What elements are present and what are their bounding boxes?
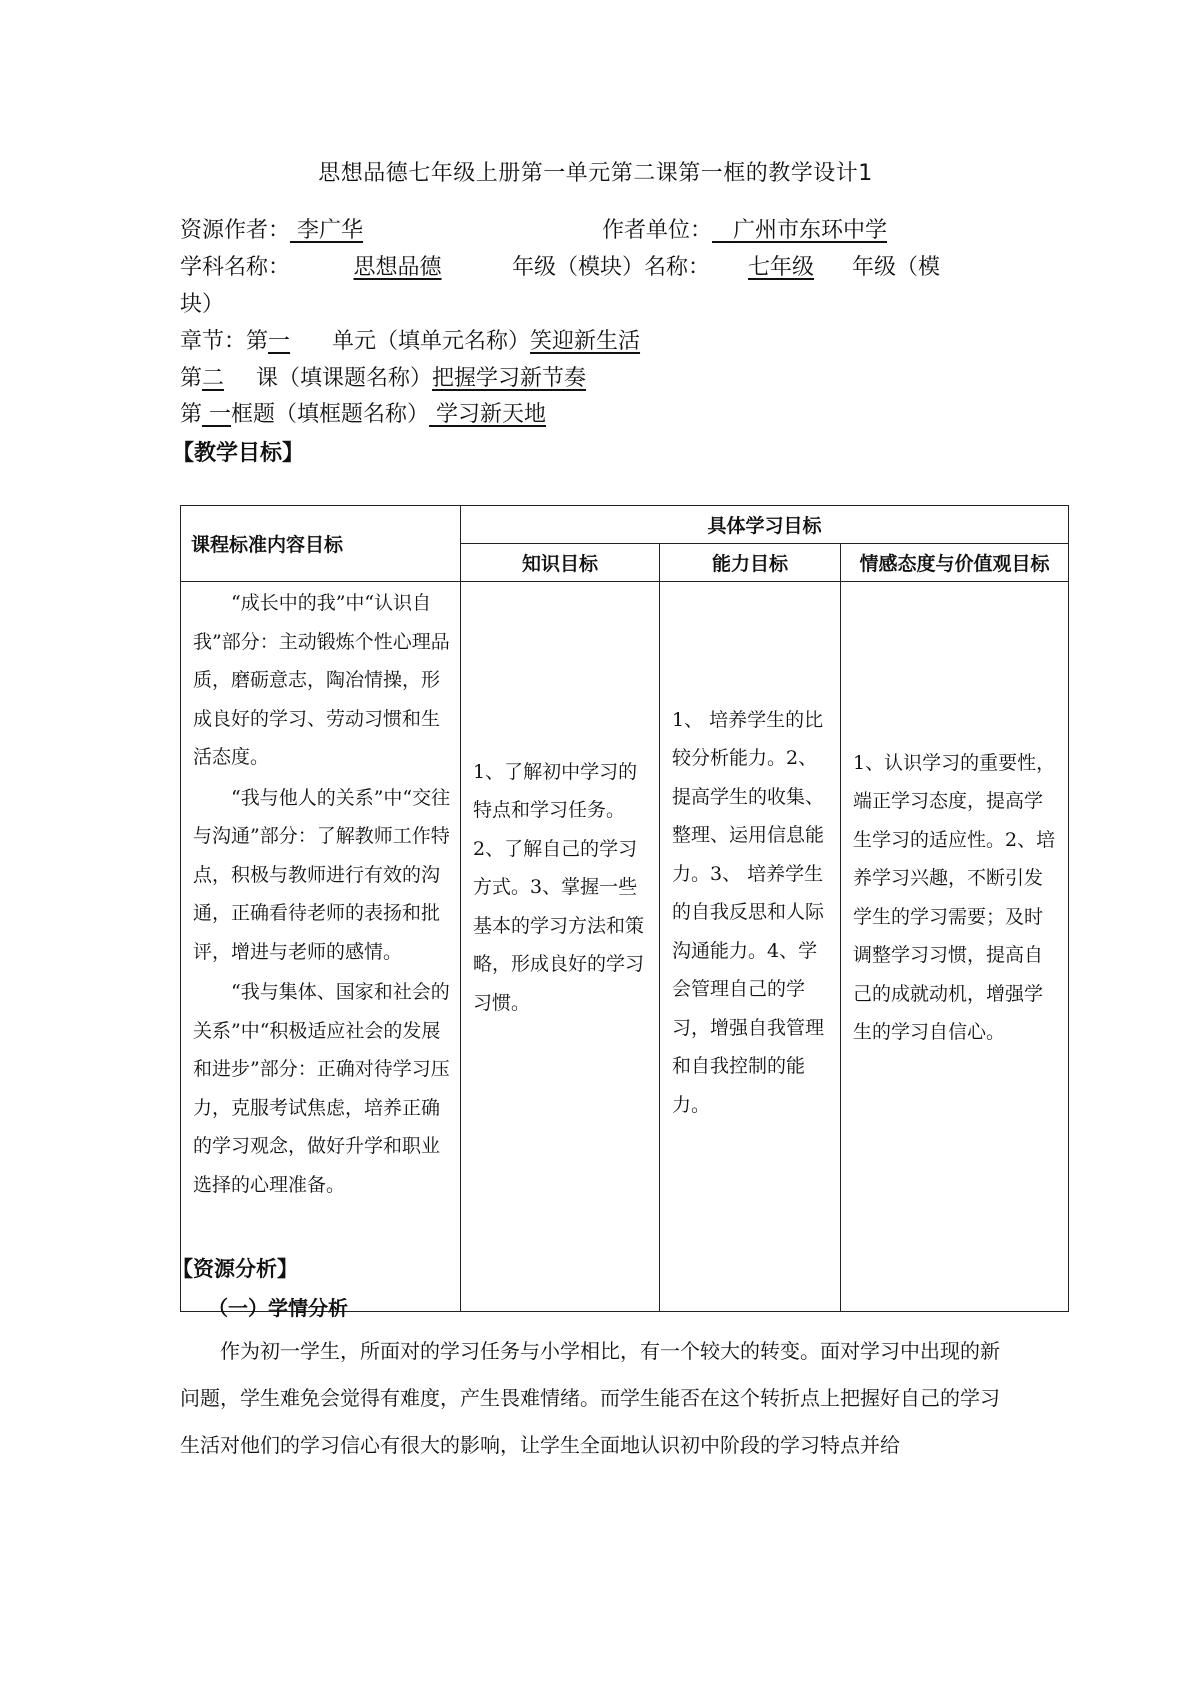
frame-name: 学习新天地 xyxy=(436,402,547,427)
header-knowledge: 知识目标 xyxy=(461,544,660,582)
cell-emotion xyxy=(841,582,1069,1312)
standard-paragraph: “我与集体、国家和社会的关系”中“积极适应社会的发展和进步”部分：正确对待学习压力，克服考试焦虑，培养正确的学习观念，做好升学和职业选择的心理准备。 xyxy=(193,981,450,1196)
unit-value: 广州市东环中学 xyxy=(733,218,888,243)
grade-label: 年级（模块）名称： xyxy=(512,255,711,280)
standard-paragraph: “成长中的我”中“认识自我”部分：主动锻炼个性心理品质，磨砺意志，陶冶情操，形成良好的学习、劳动习惯和生活态度。 xyxy=(193,592,450,768)
subject-label: 学科名称： xyxy=(180,255,291,280)
author-label: 资源作者： xyxy=(180,218,291,243)
subject-value: 思想品德 xyxy=(353,255,442,280)
section-resources: 【资源分析】 xyxy=(172,1257,298,1281)
frame-line: 第 一框题（填框题名称） 学习新天地 xyxy=(180,400,546,430)
chapter-line: 章节：第一 单元（填单元名称）笑迎新生活 xyxy=(180,327,640,357)
subject-line xyxy=(180,253,940,283)
lesson-line: 第二 课（填课题名称）把握学习新节奏 xyxy=(180,364,586,394)
author-name: 李广华 xyxy=(297,218,364,243)
grade-suffix: 年级（模 xyxy=(852,255,941,280)
grade-suffix-line: 块） xyxy=(180,292,225,317)
lesson-name: 把握学习新节奏 xyxy=(432,366,587,391)
header-specific: 具体学习目标 xyxy=(461,506,1069,544)
chapter-name: 笑迎新生活 xyxy=(530,329,641,354)
goals-table xyxy=(180,505,1069,1312)
cell-knowledge xyxy=(461,582,660,1312)
cell-ability xyxy=(660,582,841,1312)
subsection-learning-analysis: （一）学情分析 xyxy=(208,1296,348,1320)
section-goals: 【教学目标】 xyxy=(172,441,305,466)
cell-standard xyxy=(181,582,461,1312)
standard-paragraph: “我与他人的关系”中“交往与沟通”部分：了解教师工作特点，积极与教师进行有效的沟通，正确看待老师的表扬和批评，增进与老师的感情。 xyxy=(193,786,451,963)
header-emotion: 情感态度与价值观目标 xyxy=(841,544,1069,582)
body-paragraph: 作为初一学生，所面对的学习任务与小学相比，有一个较大的转变。面对学习中出现的新问题，学生难免会觉得有难度，产生畏难情绪。而学生能否在这个转折点上把握好自己的学习生活对他们的学习信心有很大的影响，让学生全面地认识初中阶段的学习特点并给 xyxy=(180,1339,1000,1457)
unit-label: 作者单位： xyxy=(602,218,713,243)
chapter-number: 一 xyxy=(268,329,291,354)
lesson-number: 二 xyxy=(202,366,225,391)
emotion-text: 1、认识学习的重要性，端正学习态度，提高学生学习的适应性。2、培养学习兴趣，不断引发学生的学习需要；及时调整学习习惯，提高自己的成就动机，增强学生的学习自信心。 xyxy=(853,751,1056,1043)
knowledge-text: 1、了解初中学习的特点和学习任务。2、了解自己的学习方式。3、掌握一些基本的学习方法和策略，形成良好的学习习惯。 xyxy=(473,760,645,1014)
author-line xyxy=(180,216,892,246)
document-title: 思想品德七年级上册第一单元第二课第一框的教学设计1 xyxy=(318,161,873,186)
header-standard: 课程标准内容目标 xyxy=(181,506,461,582)
header-ability: 能力目标 xyxy=(660,544,841,582)
frame-number: 一 xyxy=(209,402,232,427)
grade-value: 七年级 xyxy=(748,255,815,280)
ability-text: 1、 培养学生的比较分析能力。2、 提高学生的收集、整理、运用信息能力。3、 培养学生的自我反思和人际沟通能力。4、学会管理自己的学习，增强自我管理和自我控制的能力。 xyxy=(672,708,825,1116)
